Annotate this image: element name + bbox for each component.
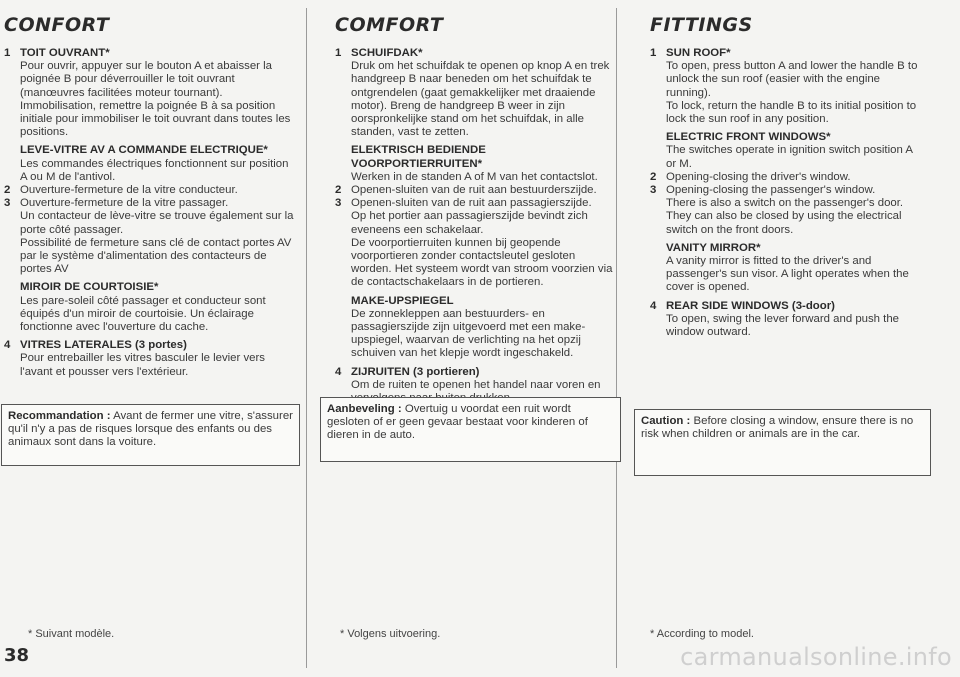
item-text: They can also be closed by using the electrical switch on the front doors.: [666, 210, 902, 236]
item-number: 1: [4, 47, 11, 59]
item-text: Druk om het schuifdak te openen op knop A en trek handgreep B naar beneden om het schuifdak te ontgrendelen (gaat gemakkelijker met draaiende motor). Breng de handgreep B weer in zijn oorspronkelijke stand om het schuifdak, in alle standen, vast te zetten.: [351, 60, 610, 139]
page-number: 38: [4, 645, 30, 666]
list-item: [335, 184, 615, 197]
note-text: Before closing a window, ensure there is no risk when children or animals are in the car.: [641, 415, 914, 441]
list-item: [4, 281, 294, 334]
recommendation-box: [320, 397, 621, 462]
item-text: To open, press button A and lower the handle B to unlock the sun roof (easier with the engine running).: [666, 60, 918, 99]
item-text: Openen-sluiten van de ruit aan passagierszijde.: [351, 197, 592, 210]
list-item: [4, 339, 294, 379]
item-number: 4: [650, 299, 657, 312]
item-number: 3: [335, 197, 342, 210]
item-number: 3: [4, 197, 11, 210]
item-heading: ZIJRUITEN (3 portieren): [351, 365, 480, 378]
item-text: Om de ruiten te openen het handel naar voren en: [351, 378, 601, 391]
section-title: FITTINGS: [650, 14, 753, 36]
item-heading: TOIT OUVRANT*: [20, 47, 110, 59]
item-heading: VANITY MIRROR*: [666, 241, 761, 254]
caution-box: [634, 409, 931, 476]
item-number: 1: [650, 47, 657, 59]
item-text: Werken in de standen A of M van het contactslot.: [351, 170, 598, 183]
column-content: [335, 47, 615, 405]
column-divider: [306, 8, 307, 668]
item-text: Ouverture-fermeture de la vitre conducteur.: [20, 184, 238, 197]
item-heading: SUN ROOF*: [666, 47, 731, 59]
item-text: De zonnekleppen aan bestuurders- en passagierszijde zijn uitgevoerd met een make-upspiegel, waarvan de verlichting na het opzij schuiven van het klepje wordt ingeschakeld.: [351, 307, 586, 360]
item-heading: VITRES LATERALES (3 portes): [20, 339, 187, 352]
list-item: [335, 47, 615, 139]
list-item: [650, 47, 920, 126]
list-item: [4, 144, 294, 184]
item-heading: LEVE-VITRE AV A COMMANDE ELECTRIQUE*: [20, 144, 268, 157]
item-heading: REAR SIDE WINDOWS (3-door): [666, 299, 835, 312]
item-text: Les commandes électriques fonctionnent sur position A ou M de l'antivol.: [20, 157, 289, 183]
item-number: 2: [335, 184, 342, 197]
list-item: [335, 144, 615, 184]
list-item: [4, 197, 294, 276]
note-text: Avant de fermer une vitre, s'assurer qu'il n'y a pas de risques lorsque des enfants ou des animaux sont dans la voiture.: [8, 410, 293, 449]
item-heading: ELEKTRISCH BEDIENDE VOORPORTIERRUITEN*: [351, 144, 486, 170]
item-text: Opening-closing the driver's window.: [666, 170, 851, 183]
item-text: Possibilité de fermeture sans clé de contact portes AV par le système d'alimentation des contacteurs de portes AV: [20, 236, 292, 276]
item-text: Openen-sluiten van de ruit aan bestuurderszijde.: [351, 184, 597, 197]
list-item: [650, 300, 920, 340]
note-text: Overtuig u voordat een ruit wordt gesloten of er geen gevaar bestaat voor kinderen of dieren in de auto.: [327, 403, 588, 442]
item-text: The switches operate in ignition switch position A or M.: [666, 144, 913, 170]
column-content: [4, 47, 294, 379]
item-heading: ELECTRIC FRONT WINDOWS*: [666, 131, 831, 144]
item-heading: MIROIR DE COURTOISIE*: [20, 281, 159, 294]
footnote: * According to model.: [650, 628, 754, 640]
item-number: 1: [335, 47, 342, 59]
item-text: Ouverture-fermeture de la vitre passager.: [20, 197, 229, 210]
column-divider: [616, 8, 617, 668]
note-label: Recommandation :: [8, 410, 111, 422]
item-text: To open, swing the lever forward and push the window outward.: [666, 312, 900, 339]
note-label: Caution :: [641, 415, 691, 427]
list-item: [650, 242, 920, 295]
column-content: [650, 47, 920, 339]
item-text: Les pare-soleil côté passager et conducteur sont équipés d'un miroir de courtoisie. Un éclairage fonctionne avec l'ouverture du cache.: [20, 294, 266, 334]
section-title: COMFORT: [335, 14, 444, 36]
item-text: Un contacteur de lève-vitre se trouve également sur la porte côté passager.: [20, 210, 294, 236]
item-text: To lock, return the handle B to its initial position to lock the sun roof in any position.: [666, 99, 917, 126]
list-item: [335, 197, 615, 289]
item-number: 3: [650, 184, 657, 197]
list-item: [650, 171, 920, 184]
item-heading: MAKE-UPSPIEGEL: [351, 294, 454, 307]
recommendation-box: [1, 404, 300, 466]
list-item: [335, 295, 615, 361]
item-heading: SCHUIFDAK*: [351, 47, 423, 59]
item-number: 2: [650, 170, 657, 183]
watermark: carmanualsonline.info: [680, 643, 952, 671]
item-number: 2: [4, 184, 11, 197]
list-item: [650, 131, 920, 171]
item-number: 4: [335, 365, 342, 378]
item-text: There is also a switch on the passenger's door.: [666, 197, 904, 210]
item-text: De voorportierruiten kunnen bij geopende voorportieren zonder contactsleutel gesloten worden. Het systeem wordt van stroom voorzien via de contactschakelaars in de portieren.: [351, 236, 613, 289]
item-text: Pour entrebailler les vitres basculer le levier vers l'avant et pousser vers l'extérieur.: [20, 352, 265, 378]
item-text: Pour ouvrir, appuyer sur le bouton A et abaisser la poignée B pour déverrouiller le toit ouvrant (manœuvres facilitées moteur tournant).: [20, 60, 273, 99]
item-number: 4: [4, 339, 11, 352]
footnote: * Suivant modèle.: [28, 628, 115, 640]
item-text: Immobilisation, remettre la poignée B à sa position initiale pour immobiliser le toit ouvrant dans toutes les positions.: [20, 99, 291, 139]
list-item: [4, 47, 294, 139]
list-item: [4, 184, 294, 197]
section-title: CONFORT: [4, 14, 110, 36]
item-text: Op het portier aan passagierszijde bevindt zich eveneens een schakelaar.: [351, 210, 588, 236]
note-label: Aanbeveling :: [327, 403, 402, 415]
item-text: Opening-closing the passenger's window.: [666, 184, 876, 197]
item-text: A vanity mirror is fitted to the driver's and passenger's sun visor. A light operates when the cover is opened.: [666, 255, 909, 294]
list-item: [650, 184, 920, 237]
footnote: * Volgens uitvoering.: [340, 628, 441, 640]
